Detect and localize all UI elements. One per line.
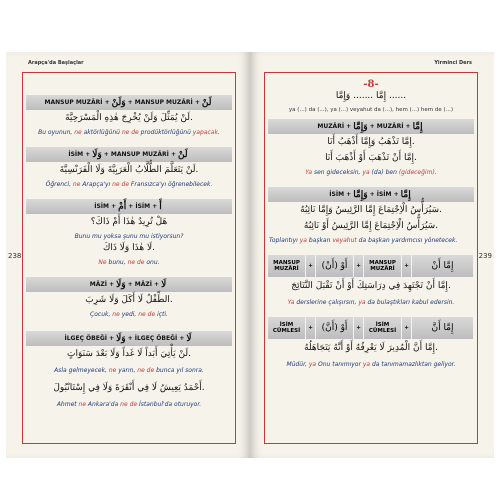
band-plus: +	[306, 255, 316, 277]
band-plus: +	[346, 191, 352, 198]
tr-text: içti.	[155, 311, 168, 318]
band-plus: +	[393, 191, 399, 198]
tr-text: Asla gelmeyecek,	[54, 367, 109, 374]
tr-text: da tanımamazlıktan geliyor.	[370, 361, 456, 368]
tr-highlight: ne	[112, 311, 120, 318]
heading-arabic: إِمَّا ....... وَإِمَّا ......	[335, 91, 407, 101]
band-particle: إِمَّا	[412, 121, 423, 132]
grammar-band-5	[26, 331, 232, 346]
band-plus: +	[127, 281, 133, 288]
tr-text: da başkan yardımcısı yönetecek.	[356, 237, 458, 244]
tr-highlight: ne	[74, 129, 82, 136]
band-plus: +	[85, 151, 91, 158]
tr-highlight: ne	[72, 181, 81, 188]
band-plus: +	[103, 151, 109, 158]
tr-highlight: (gideceğim)	[398, 169, 435, 176]
tr-text: yedi,	[119, 311, 139, 318]
band-term: MÂZİ	[134, 281, 152, 288]
band-term: MANSUP MUZÂRİ	[134, 99, 193, 106]
running-head-left: Arapça'da Başlaçlar	[28, 60, 84, 66]
band-particle: أَ	[159, 201, 162, 212]
lesson-number: -8-	[363, 79, 379, 90]
grammar-band-1	[26, 95, 232, 110]
band-particle: لَا	[161, 279, 167, 290]
band-plus: +	[402, 317, 412, 339]
turkish-translation-3: Bunu mu yoksa şunu mu istiyorsun?	[74, 233, 184, 240]
band-particle: وَلَا	[116, 279, 126, 290]
turkish-translation-1	[27, 129, 231, 136]
tr-text: Onu tanımıyor	[316, 361, 363, 368]
turkish-translation-r3	[269, 299, 473, 306]
grammar-band-2	[26, 147, 232, 162]
tr-text: başkan	[306, 237, 333, 244]
left-content-frame	[22, 72, 236, 444]
tr-highlight: ne	[108, 367, 117, 374]
tr-highlight: ne de	[120, 401, 138, 408]
arabic-example-r2b: سَيُرَأُّسُ الْاِجْتِمَاعَ إِمَّا الرَّئِيسُ أَوْ نَائِبُهُ.	[303, 221, 439, 231]
grammar-band-r1	[268, 119, 474, 134]
band-plus: +	[154, 281, 160, 288]
band-plus: +	[111, 203, 117, 210]
band-particle: وَلَا	[116, 333, 126, 344]
arabic-example-r4: إِمَّا أَنَّ الْمُدِيرَ لَا يَعْرِفُهُ أَوْ أَنَّهُ يَتَجَاهَلُهُ.	[304, 343, 438, 353]
tr-text: Öğrenci,	[45, 181, 73, 188]
tr-highlight: ne	[78, 401, 87, 408]
band-term: İLGEÇ ÖBEĞİ	[134, 335, 178, 342]
band-particle: أَمْ	[118, 201, 127, 212]
arabic-example-r1: إِمَّا تَذْهَبُ وَإِمَّا أَذْهَبُ أَنَا.	[327, 137, 415, 147]
band-term: İSİM	[376, 191, 392, 198]
band-plus: +	[369, 191, 375, 198]
tr-highlight: Ya	[305, 169, 313, 176]
band-plus: +	[127, 335, 133, 342]
tr-text: (da) ben	[369, 169, 399, 176]
tr-text: İstanbul'da oturuyor.	[137, 401, 202, 408]
right-content-frame	[264, 72, 478, 444]
tr-text: sen gideceksin,	[312, 169, 363, 176]
tr-highlight: ne de	[127, 259, 145, 266]
tr-text: prodüktörlüğünü	[138, 129, 193, 136]
band-plus: +	[369, 123, 375, 130]
turkish-translation-2	[27, 181, 231, 188]
band-plus: +	[306, 317, 316, 339]
tr-highlight: ya	[358, 299, 366, 306]
band-plus: +	[354, 317, 364, 339]
running-head-right: Yirminci Ders	[434, 60, 472, 66]
tr-highlight: ya	[308, 361, 317, 368]
band-plus: +	[402, 255, 412, 277]
page-number-right: 239	[478, 252, 492, 260]
band-particle: وَلَنْ	[111, 97, 126, 108]
band-term: MANSUP MUZÂRİ	[268, 255, 306, 277]
page-number-left: 238	[8, 252, 22, 260]
arabic-example-3b: لَا هٰذَا وَلَا ذَاكَ.	[103, 243, 155, 253]
band-particle: إِمَّا	[400, 189, 411, 200]
band-term: İSİM	[329, 191, 345, 198]
tr-text: bunca yıl sonra.	[154, 367, 204, 374]
tr-text: aktörlüğünü	[81, 129, 122, 136]
band-plus: +	[170, 151, 177, 158]
tr-text: .	[434, 169, 437, 176]
band-plus: +	[128, 203, 134, 210]
band-term: İSİM	[94, 203, 110, 210]
turkish-translation-5	[27, 367, 231, 374]
band-term: MUZÂRİ	[317, 123, 345, 130]
grammar-band-r3	[268, 255, 474, 277]
tr-text: Bu oyunun,	[38, 129, 75, 136]
arabic-example-4: الطِّفْلُ لَا أَكَلَ وَلَا شَرِبَ.	[85, 295, 173, 305]
tr-highlight: yapacak	[192, 129, 218, 136]
heading-gloss: ya (...) da (...), ya (...) veyahut da (...), hem (...) hem de (...)	[288, 107, 454, 113]
band-particle: وَإِمَّا	[353, 189, 368, 200]
band-term: MANSUP MUZÂRİ	[364, 255, 402, 277]
turkish-translation-4	[27, 311, 231, 318]
tr-highlight: ya	[362, 361, 371, 368]
tr-text: .	[217, 129, 220, 136]
arabic-example-3: هَلْ تُرِيدُ هٰذَا أَمْ ذَاكَ؟	[90, 217, 168, 227]
tr-text: Müdür,	[286, 361, 309, 368]
tr-highlight: ne de	[138, 311, 156, 318]
band-particle: وَإِمَّا	[353, 121, 368, 132]
tr-highlight: ne de	[121, 129, 139, 136]
tr-text: yarın,	[116, 367, 138, 374]
band-plus: +	[194, 99, 200, 106]
band-particle: إِمَّا أَنْ	[412, 255, 474, 277]
tr-highlight: Ne	[98, 259, 107, 266]
band-term: İSİM CÜMLESİ	[364, 317, 402, 339]
band-term: İSİM	[68, 151, 84, 158]
band-particle: وَلَا	[92, 149, 102, 160]
band-term: İSİM CÜMLESİ	[268, 317, 306, 339]
tr-text: Ahmet	[56, 401, 79, 408]
tr-text: Fransızca'yı öğrenebilecek	[129, 181, 211, 188]
band-plus: +	[152, 203, 158, 210]
band-term: MUZÂRİ	[376, 123, 404, 130]
turkish-translation-r1	[269, 169, 473, 176]
tr-text: Toplantıyı	[269, 237, 300, 244]
turkish-translation-3b	[27, 259, 231, 266]
tr-text: da bulaştıkları kabul edersin.	[365, 299, 455, 306]
band-plus: +	[127, 99, 133, 106]
arabic-example-2: لَنْ يَتَعَلَّمَ الطُّلَّابُ الْعَرَبِيَّةَ وَلَا الْفَرَنْسِيَّةَ.	[59, 165, 199, 175]
band-plus: +	[405, 123, 411, 130]
band-plus: +	[109, 281, 115, 288]
band-plus: +	[104, 99, 110, 106]
band-particle: لَا	[186, 333, 192, 344]
right-page	[250, 52, 494, 458]
band-term: İSİM	[135, 203, 151, 210]
tr-text: bunu,	[106, 259, 128, 266]
turkish-translation-r2	[269, 237, 473, 244]
band-particle: لَنْ	[178, 149, 188, 160]
grammar-band-r4	[268, 317, 474, 339]
grammar-band-3	[26, 199, 232, 214]
band-plus: +	[179, 335, 185, 342]
tr-highlight: .	[210, 181, 213, 188]
band-particle: أَوْ (أَنْ)	[316, 255, 354, 277]
band-term: MÂZİ	[89, 281, 107, 288]
tr-highlight: ya	[362, 169, 370, 176]
tr-text: derslerine çalışırsın,	[294, 299, 359, 306]
tr-text: Ankara'da	[86, 401, 121, 408]
turkish-translation-5b	[27, 401, 231, 408]
band-term: MANSUP MUZÂRİ	[44, 99, 103, 106]
tr-highlight: ne de	[137, 367, 155, 374]
tr-highlight: veyahut	[332, 237, 357, 244]
band-term: İLGEÇ ÖBEĞİ	[64, 335, 107, 342]
turkish-translation-r4	[269, 361, 473, 368]
lesson-heading	[265, 79, 477, 90]
arabic-example-5b: أَحْمَدُ يَعِيشُ لَا فِي أَنْقَرَةَ وَلَا فِي إِسْتَانْبُولَ.	[53, 383, 205, 393]
arabic-example-r1b: إِمَّا أَنْ تَذْهَبَ أَوْ أَذْهَبَ أَنَا.	[325, 153, 417, 163]
band-plus: +	[346, 123, 352, 130]
band-plus: +	[109, 335, 115, 342]
band-plus: +	[354, 255, 364, 277]
left-page	[6, 52, 250, 458]
arabic-example-1: لَنْ يُمَثِّلَ وَلَنْ يُخْرِجَ هٰذِهِ الْمَسْرَحِيَّةَ.	[65, 113, 193, 123]
tr-text: Arapça'yı	[80, 181, 113, 188]
tr-highlight: Ya	[287, 299, 295, 306]
grammar-band-r2	[268, 187, 474, 202]
tr-text: onu.	[144, 259, 160, 266]
grammar-band-4	[26, 277, 232, 292]
band-particle: إِمَّا أَنَّ	[412, 317, 474, 339]
tr-highlight: ne de	[112, 181, 130, 188]
band-term: MANSUP MUZÂRİ	[110, 151, 169, 158]
band-particle: لَنْ	[201, 97, 212, 108]
band-particle: أَوْ (أَنَّ)	[316, 317, 354, 339]
tr-text: Çocuk,	[90, 311, 113, 318]
arabic-example-r2: سَيُرَأُّسُ الْاِجْتِمَاعَ إِمَّا الرَّئِيسُ وَإِمَّا نَائِبُهُ.	[300, 205, 442, 215]
tr-highlight: ya	[299, 237, 307, 244]
arabic-example-5: لَنْ يَأْتِيَ أَبَداً لَا غَداً وَلَا بَعْدَ سَنَوَاتٍ.	[67, 349, 191, 359]
arabic-example-r3: إِمَّا أَنْ تَجْتَهِدَ فِي دِرَاسَتِكَ أَوْ أَنْ تَقْبَلَ النَّتَائِجَ.	[291, 281, 451, 291]
